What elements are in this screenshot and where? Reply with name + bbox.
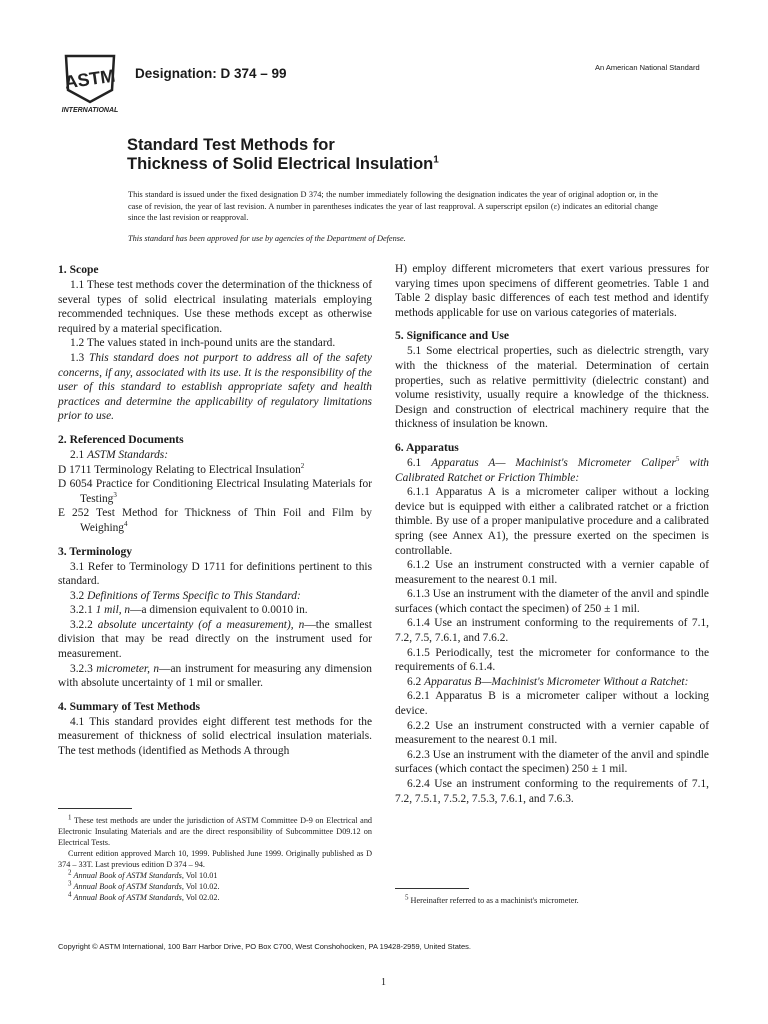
- section-3-heading: 3. Terminology: [58, 544, 133, 558]
- reference-e252: E 252 Test Method for Thickness of Thin Foil and Film by Weighing$^4$: [58, 507, 372, 534]
- footnote-1-edition: Current edition approved March 10, 1999. Published June 1999. Originally published as D 374 – 33T. Last previous edition D 374 – 94.: [58, 849, 372, 869]
- title-line-1: Standard Test Methods for: [127, 136, 335, 154]
- footnote-rule: [395, 888, 469, 889]
- reference-d1711: D 1711 Terminology Relating to Electrical Insulation$^2$: [58, 461, 305, 476]
- footnote-3: $^3$ Annual Book of ASTM Standards, Vol 10.02.: [68, 879, 220, 891]
- right-column: [395, 262, 709, 806]
- footnote-1: $^1$ These test methods are under the jurisdiction of ASTM Committee D-9 on Electrical and Electronic Insulating Materials and are the direct responsibility of Subcommittee D09.12 on Electrical Tests.: [58, 813, 373, 847]
- footnote-2: $^2$ Annual Book of ASTM Standards, Vol 10.01: [68, 868, 218, 880]
- left-column: [58, 262, 372, 759]
- paragraph-3-2: 3.2 Definitions of Terms Specific to This Standard:: [70, 589, 301, 602]
- footnotes-right: [395, 888, 709, 906]
- paragraph-1-1: 1.1 These test methods cover the determination of the thickness of several types of solid electrical insulating materials employing recommended techniques. Use these methods except as otherwise required by a material specification.: [58, 279, 372, 335]
- footnote-5: $^5$ Hereinafter referred to as a machinist's micrometer.: [405, 893, 579, 905]
- paragraph-4-1: 4.1 This standard provides eight different test methods for the measurement of thickness of solid electrical insulation materials. The test methods (identified as Methods A through: [58, 715, 372, 758]
- paragraph-6-1-2: 6.1.2 Use an instrument constructed with a vernier capable of measurement to the nearest 0.1 mil.: [395, 559, 709, 586]
- paragraph-6-1-4: 6.1.4 Use an instrument conforming to the requirements of 7.1, 7.2, 7.5, 7.6.1, and 7.6.2.: [395, 617, 709, 645]
- section-6-heading: 6. Apparatus: [395, 440, 459, 454]
- paragraph-2-1: 2.1 ASTM Standards:: [70, 448, 169, 461]
- footnotes-left: [58, 808, 372, 903]
- designation: Designation: D 374 – 99: [135, 66, 287, 81]
- national-standard-label: An American National Standard: [595, 63, 700, 72]
- paragraph-6-1-1: 6.1.1 Apparatus A is a micrometer caliper without a locking device but is equipped with either a calibrated ratchet or a friction thimble. By use of a proper manipulative procedure and a calibrated spring (see Annex A1), the pressure exerted on the specimen is controllable.: [395, 486, 709, 557]
- reference-d6054: D 6054 Practice for Conditioning Electrical Insulating Materials for Testing$^3$: [58, 478, 372, 505]
- svg-text:ASTM: ASTM: [63, 65, 117, 93]
- section-1-heading: 1. Scope: [58, 263, 99, 276]
- paragraph-3-2-3: 3.2.3 micrometer, n—an instrument for measuring any dimension with absolute uncertainty of 1 mil or smaller.: [58, 662, 372, 690]
- approval-note: This standard has been approved for use by agencies of the Department of Defense.: [128, 234, 406, 243]
- page-number: 1: [381, 977, 386, 988]
- paragraph-3-2-2: 3.2.2 absolute uncertainty (of a measurement), n—the smallest division that may be read directly on the instrument used for measurement.: [58, 618, 372, 661]
- document-title: [127, 136, 439, 174]
- paragraph-6-2-4: 6.2.4 Use an instrument conforming to the requirements of 7.1, 7.2, 7.5.1, 7.5.2, 7.5.3, 7.6.1, and 7.6.3.: [395, 778, 709, 805]
- paragraph-6-2-1: 6.2.1 Apparatus B is a micrometer caliper without a locking device.: [395, 690, 709, 718]
- copyright-footer: Copyright © ASTM International, 100 Barr Harbor Drive, PO Box C700, West Conshohocken, PA 19428-2959, United States.: [58, 942, 471, 951]
- footnote-4: $^4$ Annual Book of ASTM Standards, Vol 02.02.: [68, 890, 220, 902]
- paragraph-4-1-continued: H) employ different micrometers that exert various pressures for varying times upon specimens of different geometries. Table 1 and Table 2 display basic differences of each test method and identify methods applicable for use on various categories of materials.: [395, 263, 709, 319]
- paragraph-3-1: 3.1 Refer to Terminology D 1711 for definitions pertinent to this standard.: [58, 560, 372, 588]
- paragraph-6-2: 6.2 Apparatus B—Machinist's Micrometer Without a Ratchet:: [407, 675, 689, 688]
- paragraph-6-2-2: 6.2.2 Use an instrument constructed with a vernier capable of measurement to the nearest 0.1 mil.: [395, 719, 709, 747]
- section-5-heading: 5. Significance and Use: [395, 329, 510, 343]
- footnote-rule: [58, 808, 132, 809]
- svg-text:INTERNATIONAL: INTERNATIONAL: [61, 107, 119, 114]
- astm-logo: [58, 52, 122, 114]
- paragraph-1-2: 1.2 The values stated in inch-pound units are the standard.: [70, 337, 336, 350]
- paragraph-6-2-3: 6.2.3 Use an instrument with the diameter of the anvil and spindle surfaces (which contact the specimen) 250 ± 1 mil.: [395, 748, 709, 776]
- section-4-heading: 4. Summary of Test Methods: [58, 699, 201, 713]
- paragraph-6-1-5: 6.1.5 Periodically, test the micrometer for conformance to the requirements of 6.1.4.: [395, 646, 709, 674]
- paragraph-6-1-3: 6.1.3 Use an instrument with the diameter of the anvil and spindle surfaces (which contact the specimen) of 250 ± 1 mil.: [395, 588, 709, 615]
- paragraph-3-2-1: 3.2.1 1 mil, n—a dimension equivalent to 0.0010 in.: [70, 604, 308, 617]
- section-2-heading: 2. Referenced Documents: [58, 432, 184, 446]
- paragraph-5-1: 5.1 Some electrical properties, such as dielectric strength, vary with the thickness of the material. Determination of certain properties, such as relative permittivity (dielectric constant) and volume resistivity, usually require a knowledge of the thickness. Design and construction of electrical machinery require that the thickness of insulation be known.: [395, 345, 709, 431]
- paragraph-6-1: 6.1 Apparatus A— Machinist's Micrometer Caliper$^5$ with Calibrated Ratchet or Friction Thimble:: [395, 455, 709, 484]
- paragraph-1-3: 1.3 This standard does not purport to address all of the safety concerns, if any, associated with its use. It is the responsibility of the user of this standard to establish appropriate safety and health practices and determine the applicability of regulatory limitations prior to use.: [58, 351, 372, 423]
- title-line-2: Thickness of Solid Electrical Insulation$^1$: [127, 154, 439, 173]
- issuance-note: This standard is issued under the fixed designation D 374; the number immediately following the designation indicates the year of original adoption or, in the case of revision, the year of last revision. A number in parentheses indicates the year of last reapproval. A superscript epsilon (ε) indicates an editorial change since the last revision or reapproval.: [128, 190, 658, 222]
